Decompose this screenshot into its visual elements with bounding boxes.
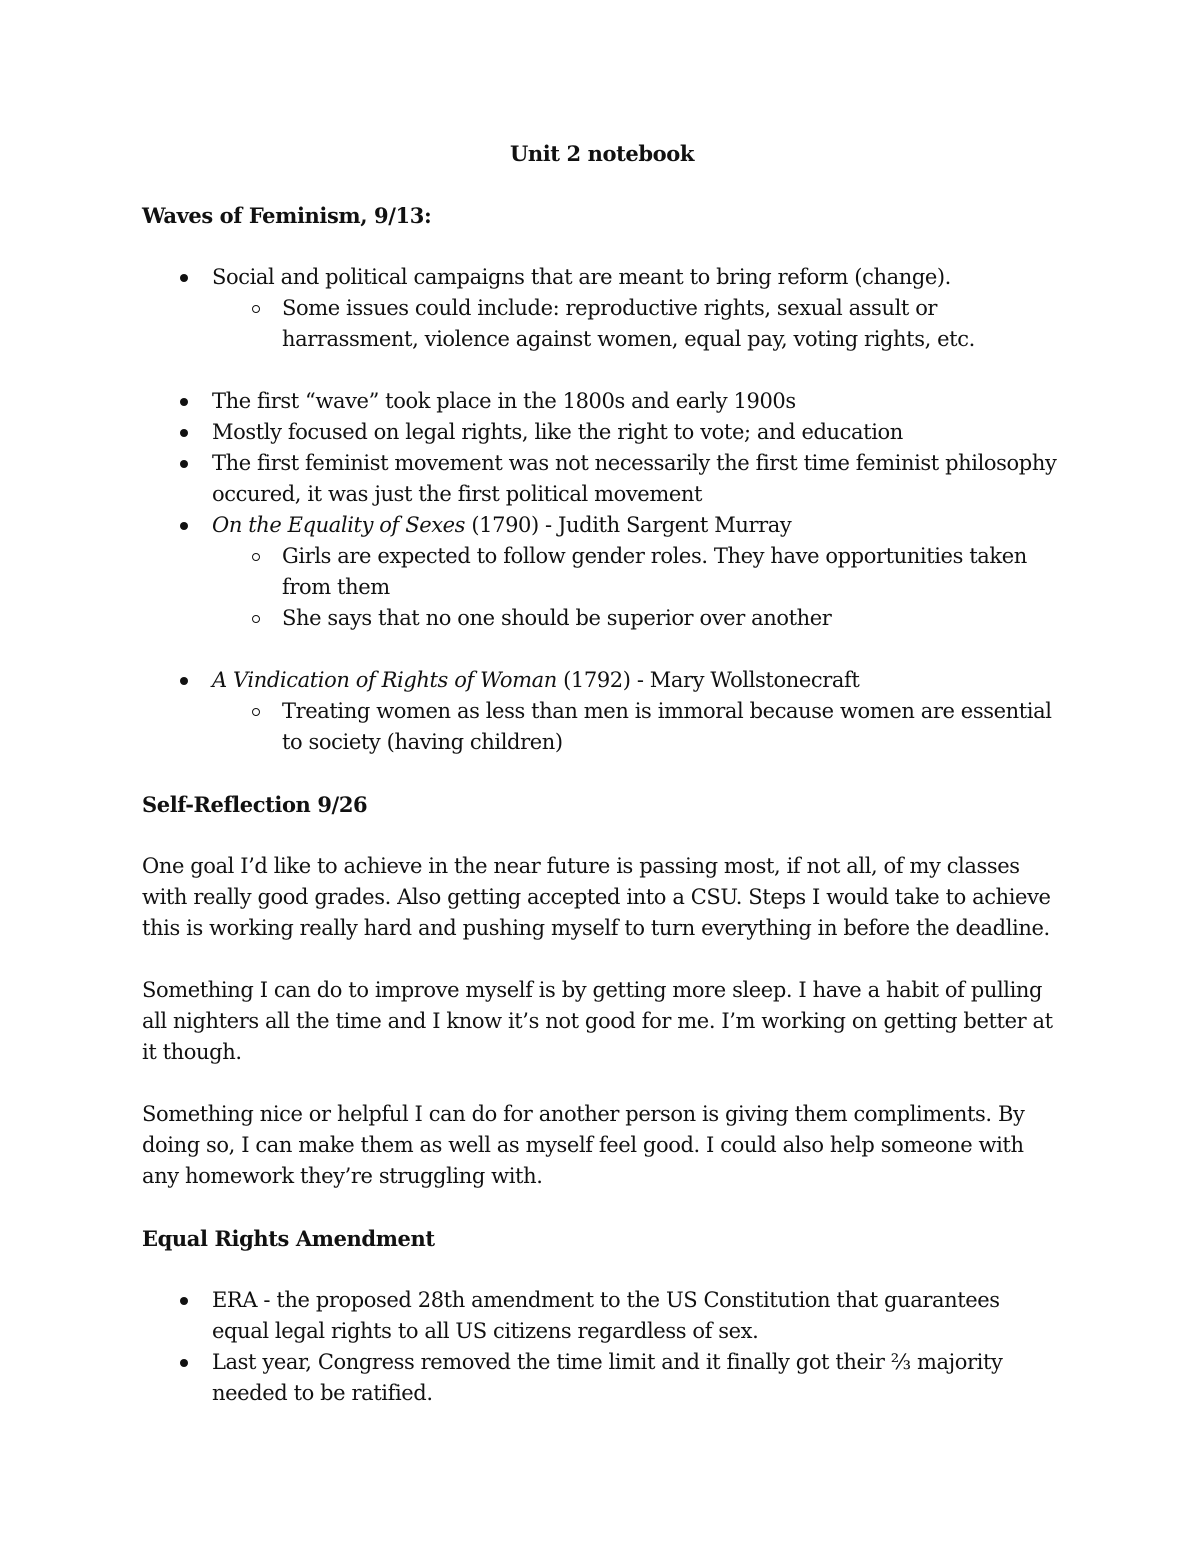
sub-list-item (142, 541, 1062, 603)
sub-list-item (142, 696, 1062, 758)
sub-list-item-text: Girls are expected to follow gender roles. They have opportunities taken from them (282, 544, 1027, 599)
spacer (142, 820, 1062, 851)
paragraph: One goal I’d like to achieve in the near future is passing most, if not all, of my classes with really good grades. Also getting accepted into a CSU. Steps I would take to achieve this is working really hard and pushing myself to turn everything in before the deadline. (142, 854, 1051, 940)
list-item-text: The first feminist movement was not necessarily the first time feminist philosophy occured, it was just the first political movement (212, 451, 1057, 506)
document-page (142, 138, 1062, 1409)
bullet-icon (180, 677, 188, 685)
list-item-text: Social and political campaigns that are meant to bring reform (change). (212, 265, 951, 289)
list-item-text: Last year, Congress removed the time limit and it finally got their ⅔ majority needed to be ratified. (212, 1350, 1003, 1405)
hollow-bullet-icon (252, 305, 260, 313)
list-item-text: (1790) - Judith Sargent Murray (465, 513, 792, 537)
paragraph: Something I can do to improve myself is by getting more sleep. I have a habit of pulling all nighters all the time and I know it’s not good for me. I’m working on getting better at it though. (142, 978, 1053, 1064)
spacer (142, 634, 1062, 665)
list-item (142, 665, 1062, 758)
bullet-icon (180, 1297, 188, 1305)
list-item (142, 448, 1062, 510)
spacer (142, 355, 1062, 386)
book-title: On the Equality of Sexes (212, 513, 466, 537)
hollow-bullet-icon (252, 553, 260, 561)
spacer (142, 231, 1062, 262)
list-item (142, 510, 1062, 634)
section-heading-self-reflection: Self-Reflection 9/26 (142, 792, 368, 817)
sub-list-item-text: Treating women as less than men is immoral because women are essential to society (having children) (282, 699, 1052, 754)
spacer (142, 758, 1062, 789)
spacer (142, 944, 1062, 975)
sub-list-item-text: She says that no one should be superior over another (282, 606, 832, 630)
book-title: A Vindication of Rights of Woman (212, 668, 557, 692)
sub-list-item (142, 603, 1062, 634)
spacer (142, 1068, 1062, 1099)
spacer (142, 1192, 1062, 1223)
list-item (142, 417, 1062, 448)
section-heading-waves: Waves of Feminism, 9/13: (142, 203, 432, 228)
bullet-list-era (142, 1285, 1062, 1409)
list-item-text: Mostly focused on legal rights, like the right to vote; and education (212, 420, 903, 444)
bullet-icon (180, 429, 188, 437)
hollow-bullet-icon (252, 615, 260, 623)
bullet-icon (180, 522, 188, 530)
sub-list-item (142, 293, 1062, 355)
bullet-list-waves-3 (142, 665, 1062, 758)
hollow-bullet-icon (252, 708, 260, 716)
paragraph: Something nice or helpful I can do for another person is giving them compliments. By doing so, I can make them as well as myself feel good. I could also help someone with any homework they’re struggling with. (142, 1102, 1025, 1188)
list-item (142, 386, 1062, 417)
list-item (142, 262, 1062, 355)
spacer (142, 1254, 1062, 1285)
list-item (142, 1285, 1062, 1347)
document-title: Unit 2 notebook (509, 141, 695, 166)
bullet-list-waves (142, 262, 1062, 355)
bullet-icon (180, 398, 188, 406)
sub-list-item-text: Some issues could include: reproductive rights, sexual assult or harrassment, violence against women, equal pay, voting rights, etc. (282, 296, 975, 351)
bullet-list-waves-2 (142, 386, 1062, 634)
bullet-icon (180, 274, 188, 282)
bullet-icon (180, 1359, 188, 1367)
list-item-text: The first “wave” took place in the 1800s and early 1900s (212, 389, 796, 413)
list-item-text: ERA - the proposed 28th amendment to the US Constitution that guarantees equal legal rights to all US citizens regardless of sex. (212, 1288, 1000, 1343)
list-item-text: (1792) - Mary Wollstonecraft (556, 668, 860, 692)
list-item (142, 1347, 1062, 1409)
bullet-icon (180, 460, 188, 468)
section-heading-era: Equal Rights Amendment (142, 1226, 435, 1251)
